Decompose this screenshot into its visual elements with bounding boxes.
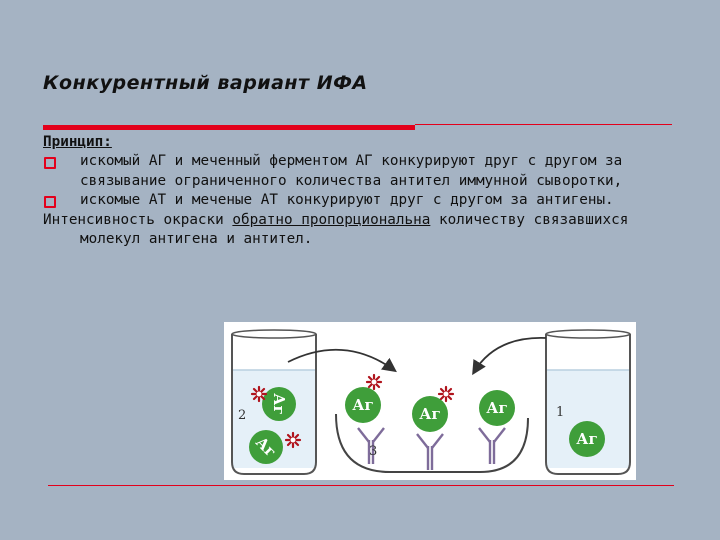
enzyme-label-icon <box>286 433 300 447</box>
antigen-bound-2 <box>412 396 448 432</box>
svg-text:Аг: Аг <box>419 405 441 423</box>
title-underline-thick <box>43 125 415 130</box>
svg-text:Аг: Аг <box>486 399 508 417</box>
square-bullet-icon <box>44 196 56 208</box>
antigen-tube-right <box>569 421 605 457</box>
enzyme-label-icon <box>252 387 266 401</box>
antigen-tube-left-top <box>262 387 296 421</box>
tube-number-2: 2 <box>238 408 247 423</box>
svg-text:Аг: Аг <box>352 396 374 414</box>
bullet-item <box>43 191 683 210</box>
svg-text:Аг: Аг <box>252 433 280 461</box>
paragraph-text-start: Интенсивность окраски <box>43 211 233 228</box>
slide-title: Конкурентный вариант ИФА <box>43 72 368 94</box>
footer-rule <box>48 485 674 486</box>
title-underline-thin <box>415 124 672 125</box>
svg-text:Аг: Аг <box>270 393 288 415</box>
tube-number-1: 1 <box>556 405 565 420</box>
antigen-tube-left-bottom <box>249 430 283 464</box>
paragraph-text-end: количеству связавшихся молекул антигена и антител. <box>80 211 629 248</box>
antigen-bound-3 <box>479 390 515 426</box>
enzyme-label-icon <box>439 387 453 401</box>
elisa-diagram <box>224 322 636 480</box>
slide-body <box>43 133 683 249</box>
principle-heading: Принцип: <box>43 134 112 150</box>
bullet-text: искомый АГ и меченный ферментом АГ конкурируют друг с другом за связывание ограниченного количества антител иммунной сыворотки, <box>80 153 623 189</box>
enzyme-label-icon <box>367 375 381 389</box>
conclusion-paragraph <box>43 211 683 250</box>
paragraph-emphasis: обратно пропорциональна <box>232 211 431 228</box>
well-number-3: 3 <box>369 444 378 459</box>
bullet-item <box>43 152 683 191</box>
svg-text:Аг: Аг <box>576 430 598 448</box>
square-bullet-icon <box>44 157 56 169</box>
antigen-bound-1 <box>345 387 381 423</box>
bullet-text: искомые АТ и меченые АТ конкурируют друг с другом за антигены. <box>80 192 614 209</box>
